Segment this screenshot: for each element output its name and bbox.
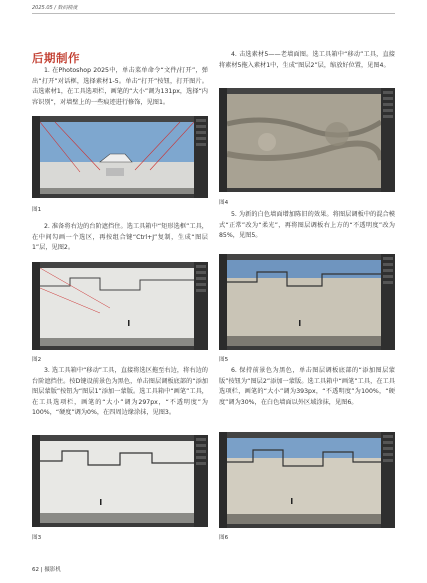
- caption-5: 图5: [219, 357, 229, 363]
- paragraph-6: 6. 保持前景色为黑色，单击图层调板底部的“添加图层蒙版”按钮为“图层2”添加一蒙版。选工具箱中“画笔”工具，在工具选项栏，画笔的“大小”调为393px，“不透明度”为100%，“硬度”调为30%，在白色墙面以外区域涂抹，见图6。: [219, 367, 395, 406]
- paragraph-3: 3. 选工具箱中“移动”工具，直接将选区拖至右边，将右边的台阶遮挡住。按D键设前景色为黑色，单击图层调板底部的“添加图层蒙版”按钮为“图层1”添加一蒙版。选工具箱中“画笔”工具，在工具选项栏，画笔的“大小”调为297px，“不透明度”为100%，“硬度”调为0%，在四周边缘涂抹，见图3。: [32, 367, 208, 417]
- figure-1-image: [40, 122, 194, 194]
- figure-4: [219, 88, 395, 192]
- figure-1: [32, 116, 208, 198]
- figure-5: [219, 254, 395, 350]
- figure-4-image: [227, 94, 381, 188]
- header-rule: [32, 13, 395, 14]
- caption-1: 图1: [32, 207, 42, 213]
- caption-6: 图6: [219, 535, 229, 541]
- running-header: 2025.05 / 数码精度: [32, 5, 78, 11]
- paragraph-2: 2. 准备将右边的台阶遮挡住。选工具箱中“矩形选框”工具，在中间勾画一个选区，再按组合键“Ctrl+J”复制，生成“图层1”层，见图2。: [32, 223, 208, 252]
- figure-2-image: [40, 268, 194, 346]
- paragraph-1: 1. 在Photoshop 2025中，单击菜单命令“文件/打开”，弹出“打开”对话框，选择素材1-5。单击“打开”按钮，打开图片。击选素材1，在工具选项栏，画笔的“大小”调为131px，选择“内容识别”，对墙壁上的一些痕迹进行修饰，见图1。: [32, 67, 208, 106]
- figure-5-image: [227, 260, 381, 346]
- paragraph-5: 5. 为新的白色墙面增加陈旧的效果。将图层调板中的混合模式“正常”改为“柔光”，再将图层调板右上方的“不透明度”改为85%，见图5。: [219, 211, 395, 240]
- caption-3: 图3: [32, 535, 42, 541]
- figure-6-image: [227, 438, 381, 524]
- figure-3-image: [40, 441, 194, 523]
- figure-3: [32, 435, 208, 527]
- caption-4: 图4: [219, 200, 229, 206]
- caption-2: 图2: [32, 357, 42, 363]
- page-folio: 62 | 摄影机: [32, 567, 61, 573]
- paragraph-4: 4. 击选素材5——老墙面图。选工具箱中“移动”工具，直接将素材5拖入素材1中，生成“图层2”层，缩放好位置，见图4。: [219, 51, 395, 69]
- figure-6: [219, 432, 395, 528]
- figure-2: [32, 262, 208, 350]
- section-title: 后期制作: [32, 51, 80, 65]
